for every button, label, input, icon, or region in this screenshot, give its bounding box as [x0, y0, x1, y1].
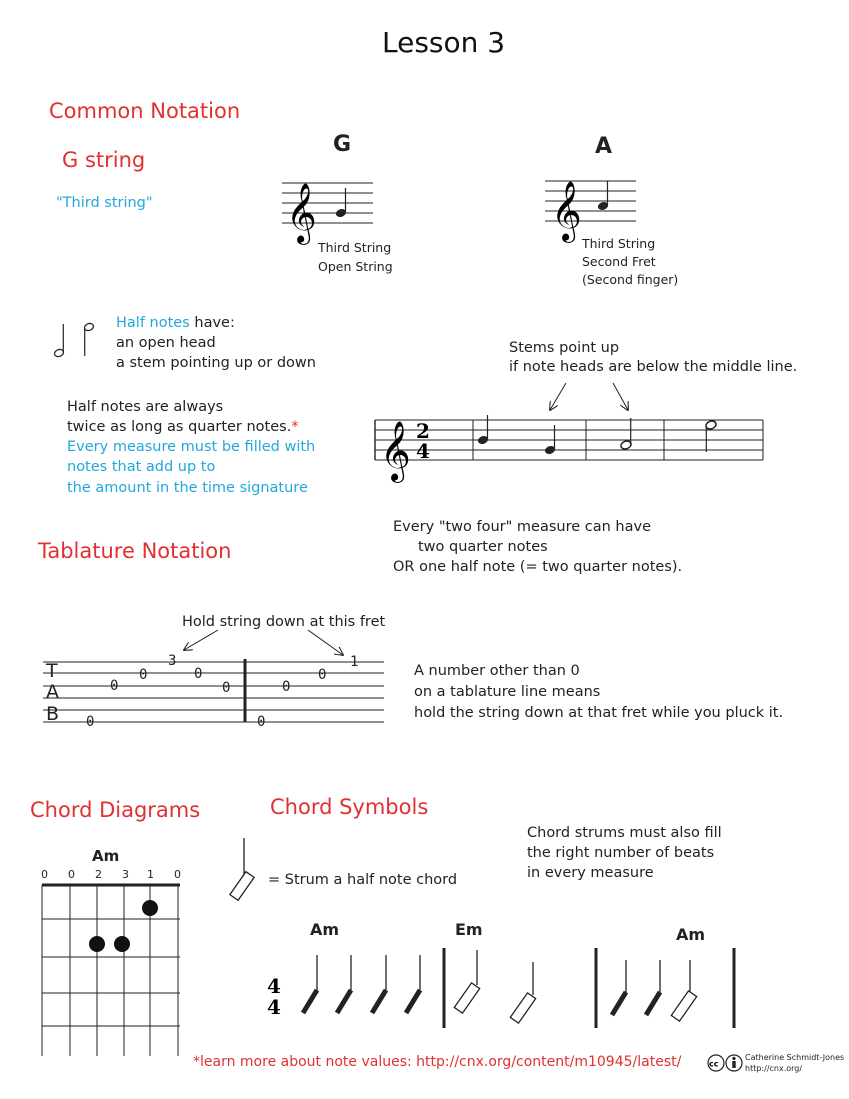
- tab-number: 0: [257, 714, 266, 730]
- tab-letter-b: B: [46, 703, 60, 725]
- chord-diagram-grid: [42, 885, 180, 1056]
- strum-label: = Strum a half note chord: [268, 872, 458, 888]
- note-g-line2: Open String: [318, 259, 393, 274]
- tab-number: 0: [282, 679, 291, 695]
- half-note: [705, 420, 717, 452]
- time-signature-top: 4: [267, 974, 281, 998]
- time-signature-bottom: 4: [267, 995, 281, 1019]
- half-notes-line3: a stem pointing up or down: [116, 355, 316, 371]
- string-name: G string: [62, 148, 146, 172]
- arrow-icon: [308, 630, 343, 655]
- author-url[interactable]: http://cnx.org/: [745, 1064, 803, 1073]
- tab-explain-line1: A number other than 0: [414, 663, 580, 679]
- tablature-heading: Tablature Notation: [38, 539, 232, 563]
- chord-symbol: Em: [455, 920, 483, 939]
- hold-label: Hold string down at this fret: [182, 614, 386, 630]
- tab-number: 0: [222, 680, 231, 696]
- note-g-line1: Third String: [318, 240, 392, 255]
- half-notes-line2: an open head: [116, 335, 216, 351]
- time-signature-top: 2: [416, 419, 430, 443]
- string-label: 1: [147, 868, 154, 881]
- tab-number: 0: [86, 714, 95, 730]
- finger-dot: [114, 936, 130, 952]
- half-notes-term: Half notes: [116, 315, 190, 331]
- string-label: 3: [122, 868, 129, 881]
- chord-symbol: Am: [676, 925, 706, 944]
- chord-diagrams-heading: Chord Diagrams: [30, 798, 201, 822]
- chord-symbols-heading: Chord Symbols: [270, 795, 429, 819]
- treble-clef-icon: 𝄞: [380, 421, 411, 481]
- always-line2-text: twice as long as quarter notes.: [67, 419, 292, 435]
- tab-letter-a: A: [46, 681, 59, 703]
- tab-number: 0: [194, 666, 203, 682]
- always-blue3: the amount in the time signature: [67, 480, 308, 496]
- chord-symbol: Am: [310, 920, 340, 939]
- quarter-note-a: [597, 181, 609, 211]
- note-a-line1: Third String: [582, 236, 656, 251]
- tab-number: 0: [139, 667, 148, 683]
- stems-line2: if note heads are below the middle line.: [509, 359, 798, 375]
- finger-dot: [89, 936, 105, 952]
- chord-diagram-name: Am: [92, 847, 120, 865]
- tab-explain-line2: on a tablature line means: [414, 684, 601, 700]
- treble-clef-icon: 𝄞: [551, 181, 582, 241]
- note-a-name: A: [595, 134, 613, 159]
- tab-number: 3: [168, 653, 177, 669]
- note-a-line3: (Second finger): [582, 272, 679, 287]
- tab-number: 0: [110, 678, 119, 694]
- time-signature-bottom: 4: [416, 439, 430, 463]
- half-note-stem-up-icon: [54, 324, 65, 358]
- half-note-stem-down-icon: [84, 322, 95, 356]
- fill-note-line3: in every measure: [527, 865, 654, 881]
- finger-dot: [142, 900, 158, 916]
- arrow-icon: [550, 383, 566, 410]
- half-note-strum-icon: [230, 838, 254, 900]
- note-a-line2: Second Fret: [582, 254, 656, 269]
- always-blue1: Every measure must be filled with: [67, 439, 316, 455]
- arrow-icon: [613, 383, 628, 410]
- common-notation-heading: Common Notation: [49, 99, 241, 123]
- staff-two-four: [375, 420, 763, 460]
- stems-line1: Stems point up: [509, 340, 620, 356]
- strum-rhythm: [303, 948, 734, 1028]
- treble-clef-icon: 𝄞: [286, 183, 317, 243]
- string-label: 0: [68, 868, 75, 881]
- tab-number: 0: [318, 667, 327, 683]
- tab-number: 1: [350, 654, 359, 670]
- half-notes-have: have:: [189, 315, 235, 331]
- fill-note-line1: Chord strums must also fill: [527, 825, 722, 841]
- learn-more-link[interactable]: *learn more about note values: http://cnx.org/content/m10945/latest/: [193, 1054, 682, 1070]
- two-four-line3: OR one half note (= two quarter notes).: [393, 559, 683, 575]
- string-label: 2: [95, 868, 102, 881]
- cc-license-icon: [708, 1055, 742, 1071]
- string-nickname: "Third string": [56, 195, 153, 211]
- fill-note-line2: the right number of beats: [527, 845, 715, 861]
- page-title: Lesson 3: [382, 26, 506, 59]
- always-blue2: notes that add up to: [67, 459, 216, 475]
- always-line1: Half notes are always: [67, 399, 224, 415]
- tab-staff: [43, 659, 384, 725]
- half-note: [620, 418, 632, 450]
- tab-explain-line3: hold the string down at that fret while you pluck it.: [414, 705, 784, 721]
- asterisk: *: [291, 419, 299, 435]
- string-label: 0: [174, 868, 181, 881]
- tab-letter-t: T: [46, 660, 58, 682]
- two-four-line1: Every "two four" measure can have: [393, 519, 651, 535]
- two-four-line2: two quarter notes: [418, 539, 548, 555]
- author-name: Catherine Schmidt-Jones: [745, 1053, 845, 1062]
- note-g-name: G: [333, 132, 352, 157]
- svg-text:cc: cc: [709, 1059, 719, 1069]
- arrow-icon: [184, 630, 218, 650]
- string-label: 0: [41, 868, 48, 881]
